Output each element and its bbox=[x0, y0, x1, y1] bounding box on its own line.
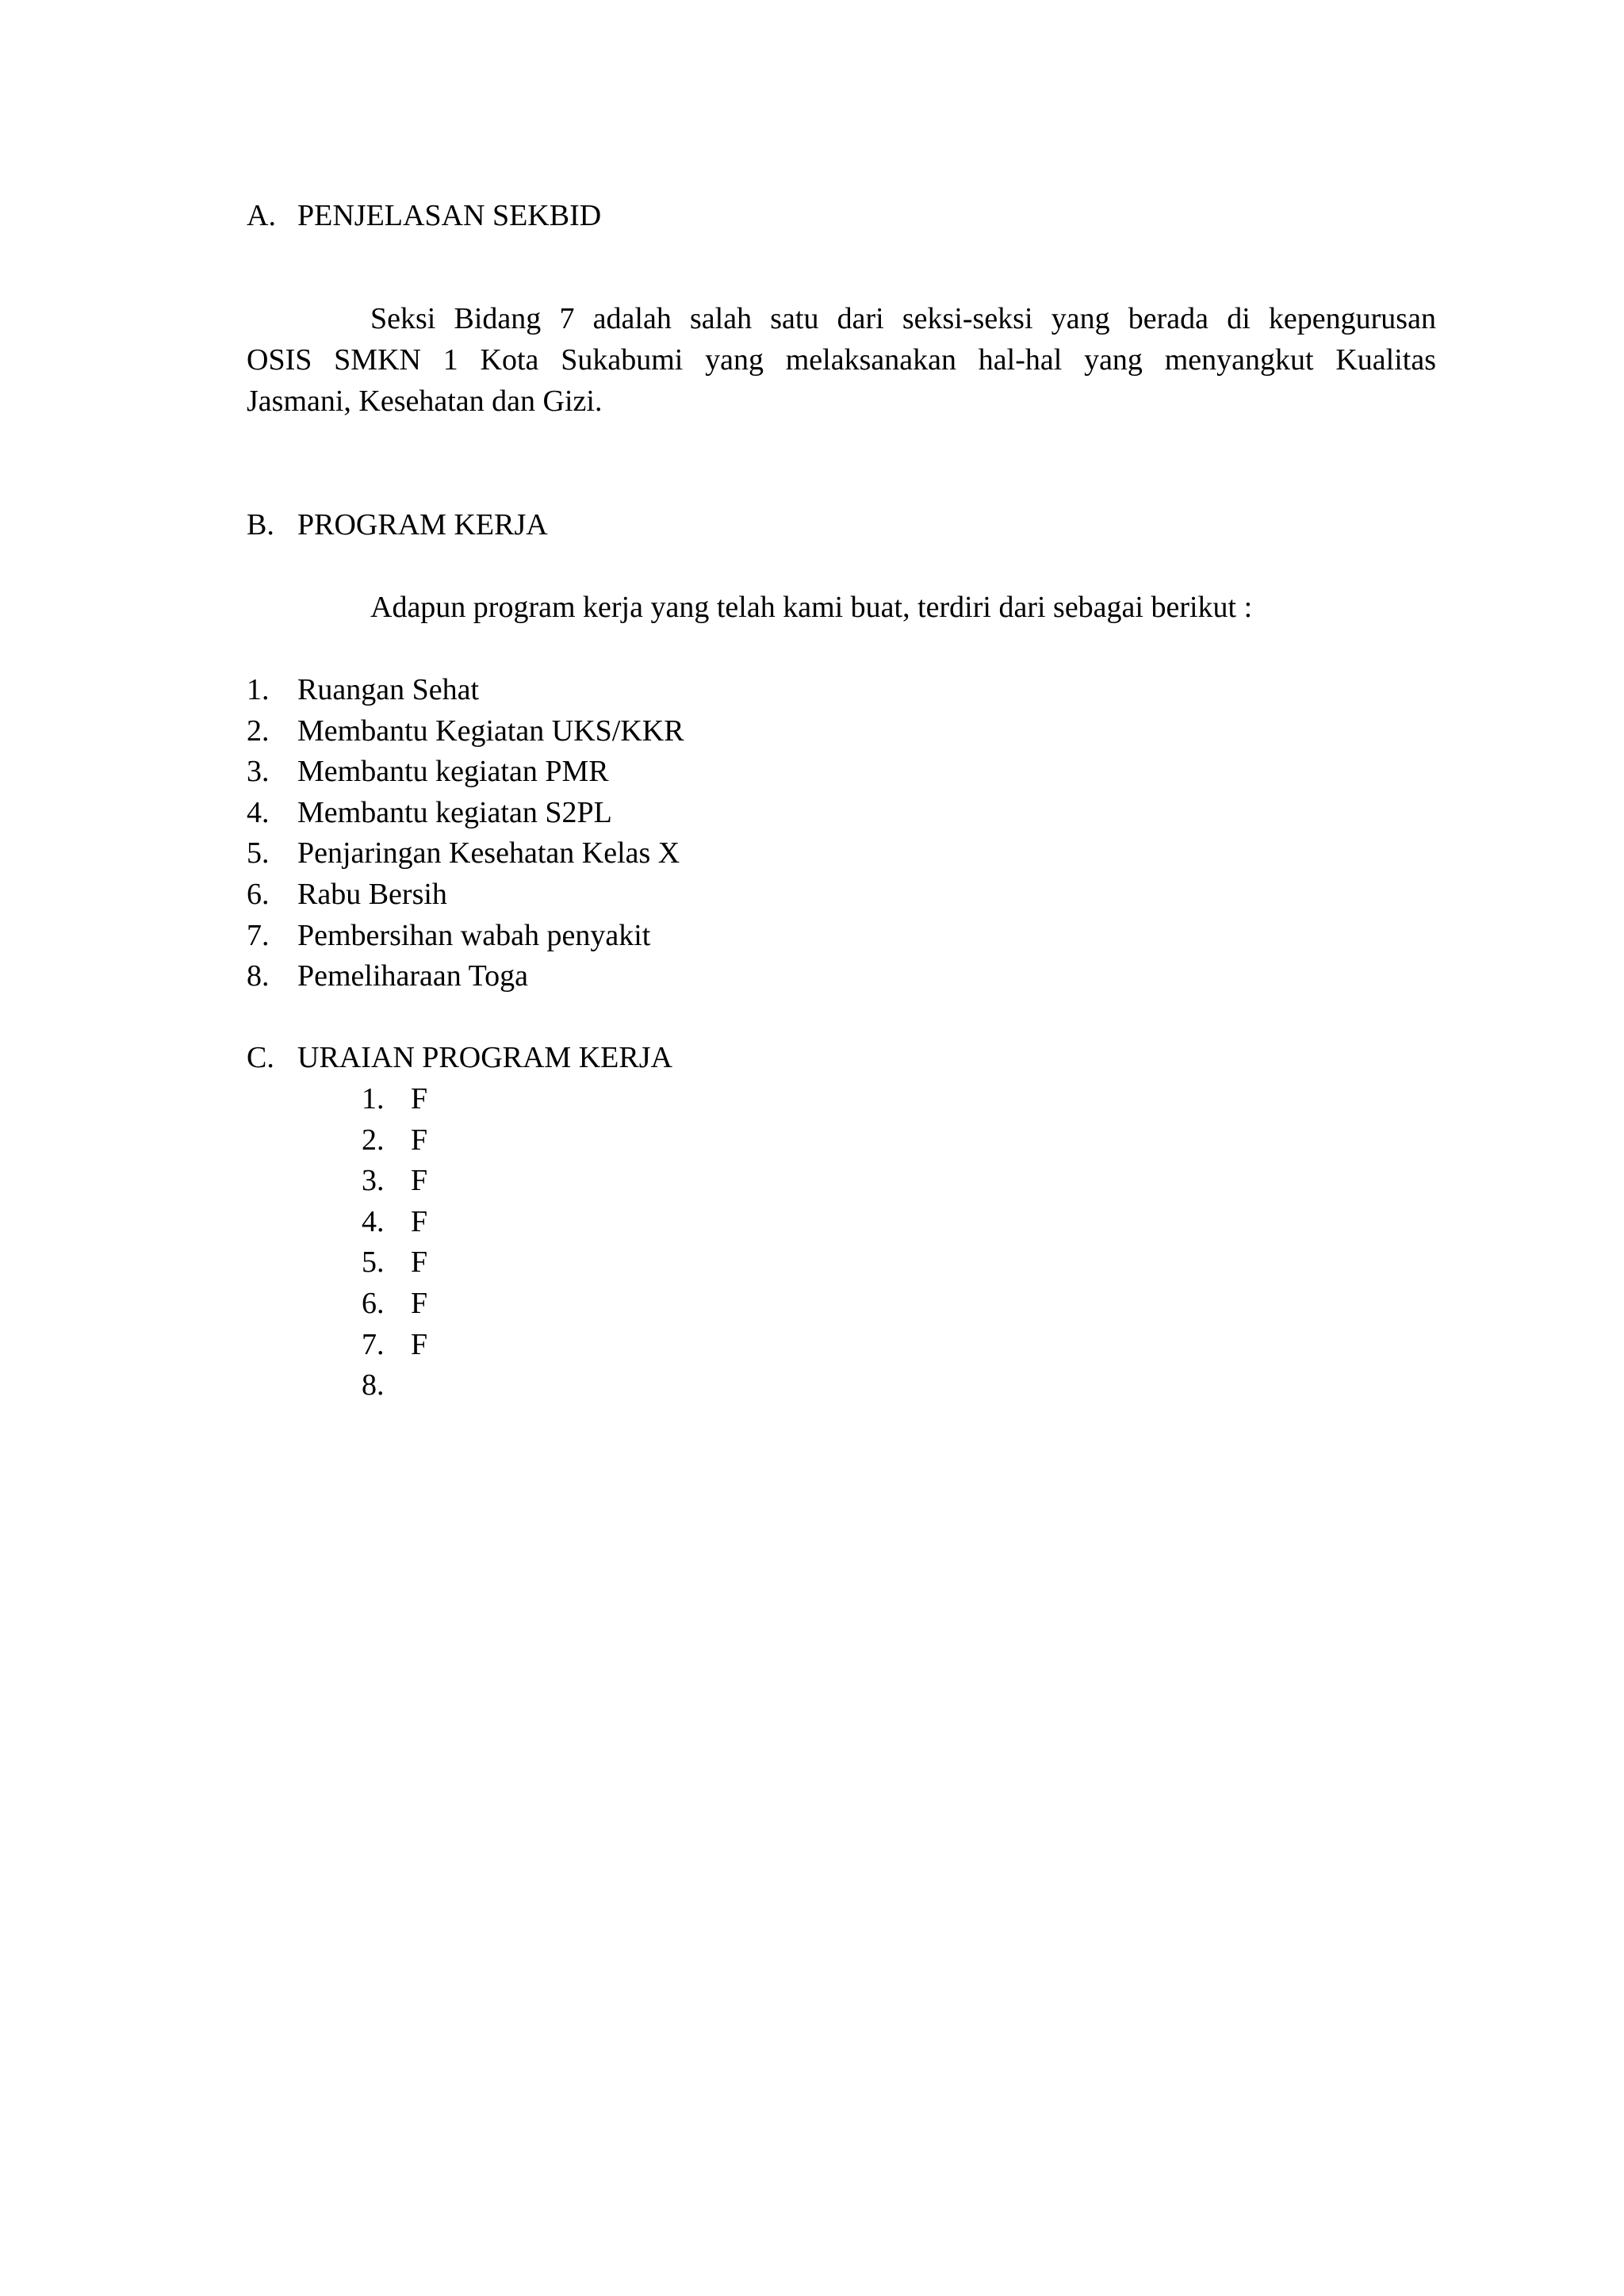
list-text: Ruangan Sehat bbox=[297, 673, 480, 706]
list-number: 7. bbox=[247, 918, 270, 952]
list-item bbox=[362, 1119, 427, 1161]
word: 7 bbox=[559, 302, 575, 335]
list-text: F bbox=[411, 1082, 428, 1115]
list-text: F bbox=[411, 1204, 428, 1238]
list-item bbox=[362, 1242, 427, 1283]
word: satu bbox=[770, 302, 819, 335]
word: 1 bbox=[442, 343, 458, 377]
section-b-heading bbox=[247, 504, 548, 545]
list-item bbox=[362, 1160, 427, 1201]
word: salah bbox=[689, 302, 753, 335]
list-item bbox=[247, 832, 684, 874]
word: kepengurusan bbox=[1268, 302, 1436, 335]
list-item bbox=[362, 1201, 427, 1242]
list-item bbox=[362, 1283, 427, 1324]
list-text: F bbox=[411, 1164, 428, 1198]
section-b-intro: Adapun program kerja yang telah kami buat, terdiri dari sebagai berikut : bbox=[370, 591, 1253, 624]
word: berada bbox=[1128, 302, 1209, 335]
word: di bbox=[1227, 302, 1251, 335]
program-detail-list bbox=[362, 1078, 427, 1406]
word: yang bbox=[1084, 343, 1143, 377]
section-b-title: PROGRAM KERJA bbox=[297, 508, 548, 541]
list-number: 8. bbox=[362, 1368, 385, 1402]
word: Bidang bbox=[454, 302, 542, 335]
list-text: F bbox=[411, 1123, 428, 1157]
word: OSIS bbox=[247, 343, 312, 377]
list-text: Pemeliharaan Toga bbox=[297, 959, 529, 993]
list-text: Membantu kegiatan S2PL bbox=[297, 795, 612, 829]
list-text: Rabu Bersih bbox=[297, 877, 447, 911]
list-item bbox=[247, 955, 684, 997]
program-list bbox=[247, 669, 684, 997]
list-number: 7. bbox=[362, 1327, 385, 1361]
section-a-title: PENJELASAN SEKBID bbox=[297, 199, 602, 232]
list-number: 5. bbox=[247, 836, 270, 871]
list-number: 3. bbox=[247, 755, 270, 789]
word: menyangkut bbox=[1164, 343, 1314, 377]
list-number: 2. bbox=[362, 1123, 385, 1157]
section-a-heading bbox=[247, 195, 601, 236]
section-c-letter: C. bbox=[247, 1041, 274, 1074]
list-number: 6. bbox=[362, 1286, 385, 1320]
list-text: Pembersihan wabah penyakit bbox=[297, 918, 651, 952]
list-number: 1. bbox=[362, 1082, 385, 1115]
word: seksi-seksi bbox=[902, 302, 1033, 335]
list-number: 8. bbox=[247, 959, 270, 993]
section-b-letter: B. bbox=[247, 508, 274, 541]
paragraph-line-1 bbox=[370, 298, 1436, 339]
list-item bbox=[362, 1078, 427, 1119]
word: Kota bbox=[480, 343, 539, 377]
word: Seksi bbox=[370, 302, 436, 335]
list-item bbox=[247, 710, 684, 752]
list-text: Penjaringan Kesehatan Kelas X bbox=[297, 836, 680, 871]
list-text: F bbox=[411, 1327, 428, 1361]
word: dari bbox=[837, 302, 884, 335]
list-number: 4. bbox=[362, 1204, 385, 1238]
list-item bbox=[247, 915, 684, 956]
list-number: 5. bbox=[362, 1246, 385, 1280]
word: adalah bbox=[592, 302, 672, 335]
list-item bbox=[362, 1364, 427, 1406]
word: Kualitas bbox=[1335, 343, 1436, 377]
list-number: 6. bbox=[247, 877, 270, 911]
list-text: F bbox=[411, 1246, 428, 1280]
list-number: 1. bbox=[247, 673, 270, 706]
word: hal-hal bbox=[978, 343, 1063, 377]
word: SMKN bbox=[334, 343, 421, 377]
list-item bbox=[247, 751, 684, 792]
list-item bbox=[247, 792, 684, 833]
section-a-paragraph bbox=[247, 298, 1436, 422]
list-number: 4. bbox=[247, 795, 270, 829]
list-item bbox=[247, 669, 684, 710]
word: yang bbox=[1051, 302, 1110, 335]
list-text: Membantu kegiatan PMR bbox=[297, 755, 609, 789]
list-text: Membantu Kegiatan UKS/KKR bbox=[297, 714, 684, 748]
section-c-title: URAIAN PROGRAM KERJA bbox=[297, 1041, 672, 1074]
paragraph-line-3: Jasmani, Kesehatan dan Gizi. bbox=[247, 385, 603, 418]
list-item bbox=[362, 1324, 427, 1365]
section-a-letter: A. bbox=[247, 199, 276, 232]
list-number: 3. bbox=[362, 1164, 385, 1198]
word: yang bbox=[705, 343, 764, 377]
list-item bbox=[247, 874, 684, 915]
list-number: 2. bbox=[247, 714, 270, 748]
word: melaksanakan bbox=[785, 343, 956, 377]
list-text: F bbox=[411, 1286, 428, 1320]
paragraph-line-2 bbox=[247, 339, 1436, 381]
section-c-heading bbox=[247, 1037, 672, 1078]
word: Sukabumi bbox=[561, 343, 684, 377]
